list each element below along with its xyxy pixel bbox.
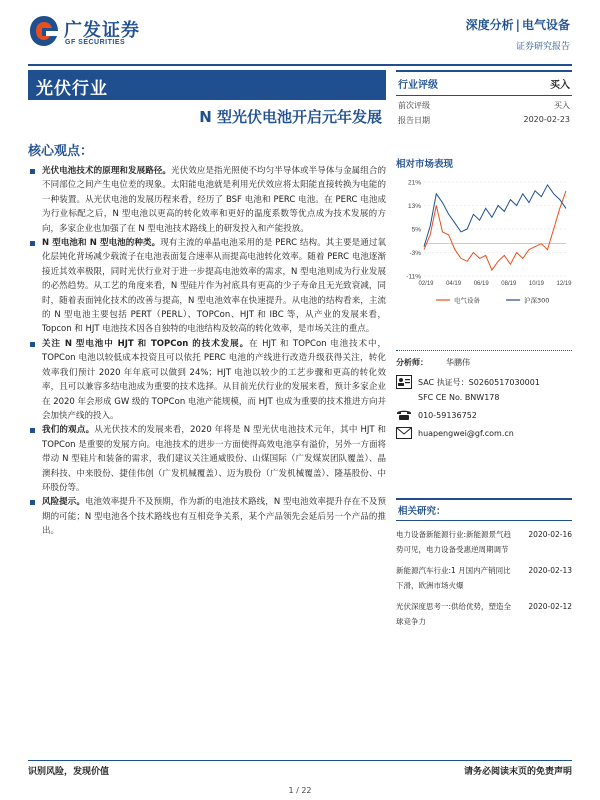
bullet-square-icon <box>30 428 35 433</box>
brand-name-cn: 广发证券 <box>64 20 140 41</box>
bullet-square-icon <box>30 241 35 246</box>
bullet-lead: 光伏电池技术的原理和发展路径。 <box>42 166 172 176</box>
bullet-lead: 关注 N 型电池中 HJT 和 TOPCon 的技术发展。 <box>42 338 250 349</box>
analyst-sac: SAC 执证号：S0260517030001 <box>418 378 540 387</box>
analyst-divider <box>396 350 572 351</box>
core-bullet <box>28 495 386 538</box>
industry-banner: 光伏行业 <box>28 70 386 100</box>
previous-rating-row <box>396 96 572 111</box>
footer-disclaimer-note: 请务必阅读末页的免责声明 <box>463 767 572 777</box>
related-item-date: 2020-02-13 <box>528 566 572 575</box>
bullet-text: 在 HJT 和 TOPCon 电池技术中，TOPCon 电池以较低成本投资且可以依托 PERC 电池的产线进行改造升级获得关注，转化效率我们预计 2020 年年底可以做到 24%；HJT 电池以较少的工艺步骤和更高的转化效率，且可以兼容多结电池成为重要的技术选择。从目前光伏行业的发展来看，预计多家企业在 2020 年会形成 GW 级的 TOPCon 电池产能规模，而 HJT 也成为重要的技术推进方向并会加快产线的投入。 <box>42 338 386 421</box>
core-bullet <box>28 423 386 495</box>
analyst-name: 华鹏伟 <box>446 358 470 367</box>
legend-label: 电气设备 <box>454 296 480 305</box>
analyst-email-row <box>396 426 572 441</box>
analyst-phone-row <box>396 408 572 423</box>
y-tick-label: -3% <box>409 250 421 257</box>
bullet-lead: N 型电池和 N 型电池的种类。 <box>42 238 161 249</box>
related-item-date: 2020-02-16 <box>528 530 572 539</box>
footer-divider <box>28 760 572 761</box>
bullet-lead: 我们的观点。 <box>42 425 95 436</box>
related-item-title[interactable]: 光伏深度思考一:供给优势，塑造全球竞争力 <box>396 602 512 626</box>
analyst-name-row <box>396 355 572 370</box>
report-date-row <box>396 111 572 126</box>
rating-value: 买入 <box>550 80 570 91</box>
x-tick-label: 02/19 <box>418 281 434 287</box>
series-line <box>424 185 566 247</box>
series-line <box>424 191 566 270</box>
bullet-square-icon <box>30 169 35 174</box>
x-tick-label: 06/19 <box>473 281 489 287</box>
category-separator: | <box>515 18 520 32</box>
rating-label: 行业评级 <box>398 80 438 91</box>
core-views-section <box>28 140 386 539</box>
analyst-email[interactable]: huapengwei@gf.com.cn <box>418 429 514 438</box>
report-date-label: 报告日期 <box>398 116 430 125</box>
y-tick-label: 5% <box>411 226 421 234</box>
y-tick-label: 21% <box>407 179 421 187</box>
category-electrical: 电气设备 <box>521 18 570 32</box>
legend-label: 沪深300 <box>524 296 550 305</box>
previous-rating-label: 前次评级 <box>398 101 430 110</box>
report-category <box>466 16 570 52</box>
report-date-value: 2020-02-23 <box>523 115 570 124</box>
y-tick-label: 13% <box>407 203 421 210</box>
x-tick-label: 08/19 <box>501 281 517 287</box>
analyst-sac-row <box>396 375 572 390</box>
bullet-text: 现有主流的单晶电池采用的是 PERC 结构。其主要是通过氧化层钝化背场减少载流子在电池表面复合速率从而提高电池转化效率。随着 PERC 电池逐渐接近其效率极限，同时光伏行业对于进一步提高电池效率的需求，N 型电池则成为行业发展的必然趋势。从工艺的角度来看，N 型硅片作为衬底具有更高的少子寿命且无光致衰减，同时，随着表面钝化技术的改善与提高，N 型电池效率在快速提升。从电池的结构看来，主流的 N 型电池主要包括 PERT（PERL）、TOPCon、HJT 和 IBC 等，从产业的发展来看，Topcon 和 HJT 电池技术因各自独特的电池结构及较高的转化效率，是市场关注的重点。 <box>42 238 386 335</box>
page-number: 1 / 22 <box>288 786 312 795</box>
footer-slogan: 识别风险，发现价值 <box>28 767 110 777</box>
brand-logo <box>28 14 178 50</box>
category-deep-analysis: 深度分析 <box>465 18 514 32</box>
bullet-text: 从光伏技术的发展来看，2020 年将是 N 型光伏电池技术元年，其中 HJT 和 TOPCon 是重要的发展方向。电池技术的进步一方面使得高效电池享有溢价，另外一方面将带动 N 型硅片和装备的需求，我们建议关注通威股份、山煤国际（广发煤炭团队覆盖）、晶澳科技、中来股份、捷佳伟创（广发机械覆盖）、迈为股份（广发机械覆盖）、隆基股份、中环股份等。 <box>42 425 386 493</box>
bullet-text: 电池效率提升不及预期，作为新的电池技术路线，N 型电池效率提升存在不及预期的可能；N 型电池各个技术路线也有互相竞争关系，某个产品领先会延后另一个产品的推出。 <box>42 497 386 537</box>
core-bullet <box>28 236 386 337</box>
id-card-icon <box>396 375 418 391</box>
x-tick-label: 12/19 <box>556 281 572 287</box>
header-divider <box>28 64 572 66</box>
x-tick-label: 04/19 <box>446 281 462 287</box>
related-item[interactable] <box>396 599 572 629</box>
brand-name-en: GF SECURITIES <box>65 39 126 46</box>
related-item[interactable] <box>396 563 572 593</box>
rating-header <box>396 70 572 96</box>
related-item-date: 2020-02-12 <box>528 602 572 611</box>
phone-icon <box>396 409 418 423</box>
relative-performance-chart <box>396 172 572 312</box>
related-item[interactable] <box>396 527 572 557</box>
core-views-list <box>28 164 386 539</box>
report-type: 证券研究报告 <box>515 42 570 52</box>
related-research-heading: 相关研究： <box>396 498 572 521</box>
analyst-section <box>396 350 572 441</box>
envelope-icon <box>396 427 418 441</box>
related-research-section <box>396 498 572 629</box>
core-views-heading: 核心观点： <box>28 144 94 159</box>
bullet-square-icon <box>30 500 35 505</box>
sidebar <box>396 70 572 626</box>
previous-rating-value: 买入 <box>554 101 570 110</box>
bullet-text: 光伏效应是指光照使不均匀半导体或半导体与金属组合的不同部位之间产生电位差的现象。太阳能电池就是利用光伏效应将太阳能直接转换为电能的一种装置。从光伏电池的发展历程来看，经历了 BSF 电池和 PERC 电池。在 PERC 电池成为行业标配之后，N 型电池以更高的转化效率和更好的温度系数等优点成为技术发展的方向，多家企业也加强了在 N 型电池技术路线上的研发投入和产能投放。 <box>42 166 386 234</box>
gf-logo-icon <box>28 14 60 48</box>
x-tick-label: 10/19 <box>528 281 544 287</box>
analyst-sfc: SFC CE No. BNW178 <box>418 393 500 402</box>
analyst-label: 分析师： <box>396 358 428 367</box>
related-item-title[interactable]: 电力设备新能源行业:新能源景气趋势可见，电力设备受惠逆周期调节 <box>396 530 512 554</box>
report-title: N 型光伏电池开启元年发展 <box>199 108 382 126</box>
analyst-phone: 010-59136752 <box>418 411 477 420</box>
bullet-square-icon <box>30 342 35 347</box>
core-bullet <box>28 337 386 423</box>
performance-heading: 相对市场表现 <box>396 159 454 170</box>
y-tick-label: -11% <box>406 273 421 281</box>
bullet-lead: 风险提示。 <box>42 497 85 508</box>
related-item-title[interactable]: 新能源汽车行业:1 月国内产销同比下滑，欧洲市场火爆 <box>396 566 511 590</box>
core-bullet <box>28 164 386 236</box>
analyst-sfc-row <box>396 390 572 405</box>
